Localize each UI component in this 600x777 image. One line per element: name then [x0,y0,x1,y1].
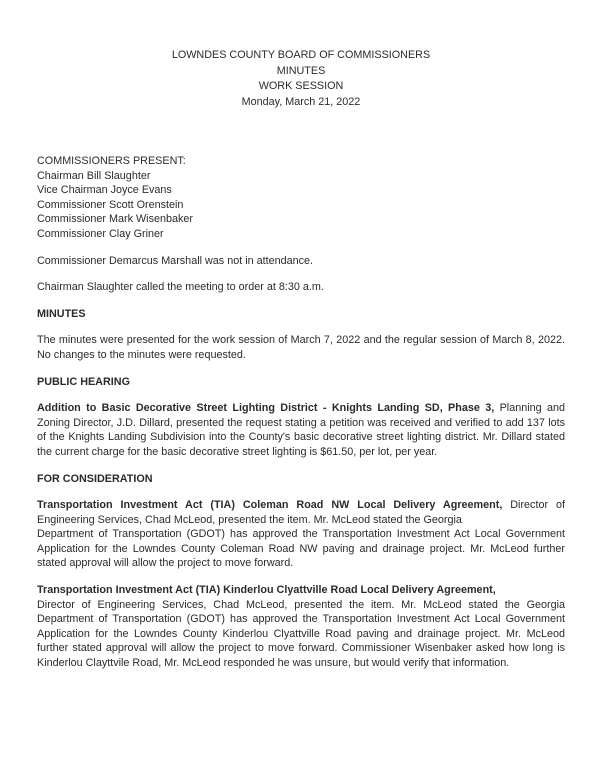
consideration-item-kinderlou-clyattville [37,583,565,671]
commissioners-present-label: COMMISSIONERS PRESENT: [37,155,186,167]
item-body-part-1: Director of Engineering Services, Chad McLeod, presented the item. Mr. McLeod stated the Georgia [37,499,565,526]
commissioner-name: Commissioner Clay Griner [37,227,164,240]
public-hearing-item-street-lighting [37,401,565,459]
public-hearing-heading: PUBLIC HEARING [37,375,130,388]
attendance-section [37,154,565,242]
commissioner-name: Commissioner Mark Wisenbaker [37,213,193,226]
item-body: Director of Engineering Services, Chad McLeod, presented the item. Mr. McLeod stated the Georgia Department of Transportation (GDOT) has approved the Transportation Investment Act Local Government Application for the Lowndes County Kinderlou Clyattville Road paving and drainage project. Mr. McLeod further stated approval will allow the project to move forward. Commissioner Wisenbaker asked how long is Kinderlou Clayttvile Road, Mr. McLeod responded he was unsure, but would verify that information. [37,598,565,670]
absence-note: Commissioner Demarcus Marshall was not in attendance. [37,254,314,267]
item-title: Addition to Basic Decorative Street Lighting District - Knights Landing SD, Phase 3, [37,402,495,415]
item-body: Planning and Zoning Director, J.D. Dillard, presented the request stating a petition was received and verified to add 137 lots of the Knights Landing Subdivision into the County's basic decorative street lighting district. Mr. Dillard stated the current charge for the basic decorative street lighting is $61.50, per lot, per year. [37,402,565,458]
commissioner-name: Commissioner Scott Orenstein [37,198,184,211]
session-type-title: WORK SESSION [258,80,344,92]
call-to-order-note: Chairman Slaughter called the meeting to order at 8:30 a.m. [37,281,324,294]
for-consideration-heading: FOR CONSIDERATION [37,472,153,485]
item-body-part-2: Department of Transportation (GDOT) has approved the Transportation Investment Act Local Government Application for the Lowndes County Coleman Road NW paving and drainage project. Mr. McLeod further stated approval will allow the project to move forward. [37,528,565,570]
org-title: LOWNDES COUNTY BOARD OF COMMISSIONERS [171,49,431,61]
minutes-body: The minutes were presented for the work session of March 7, 2022 and the regular session of March 8, 2022. No changes to the minutes were requested. [37,334,565,361]
meeting-date: Monday, March 21, 2022 [241,95,361,108]
consideration-item-coleman-road [37,498,565,571]
commissioner-name: Vice Chairman Joyce Evans [37,184,172,197]
document-header [37,48,565,110]
doc-type-title: MINUTES [276,64,326,77]
minutes-heading: MINUTES [37,307,86,320]
commissioner-name: Chairman Bill Slaughter [37,169,151,182]
item-title: Transportation Investment Act (TIA) Coleman Road NW Local Delivery Agreement, [37,499,503,512]
item-title: Transportation Investment Act (TIA) Kinderlou Clyattville Road Local Delivery Agreement, [37,584,496,597]
